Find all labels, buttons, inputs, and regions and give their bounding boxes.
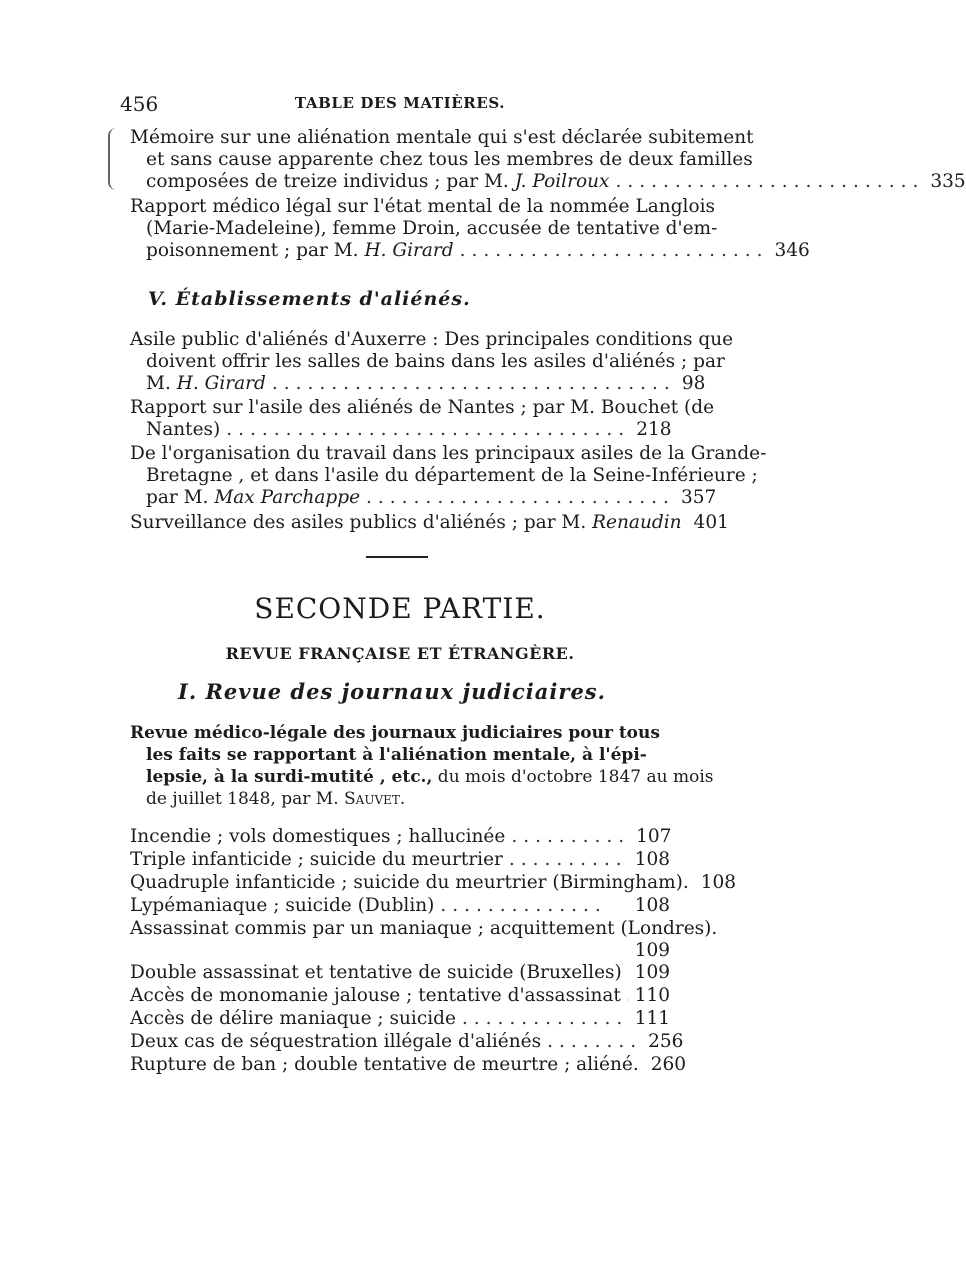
entry-page-number: 98	[681, 373, 706, 394]
toc-entry[interactable]	[130, 443, 767, 509]
margin-bracket-mark	[108, 128, 118, 190]
leader-dots: ..............	[461, 1008, 629, 1029]
toc-entry[interactable]	[130, 849, 670, 871]
toc-entry[interactable]	[130, 918, 718, 962]
section-title: Établissements d'aliénés.	[175, 288, 471, 310]
entry-line	[130, 1054, 687, 1076]
entry-line	[130, 872, 737, 894]
entry-line	[130, 962, 670, 984]
revue-intro-line: les faits se rapportant à l'aliénation mentale, à l'épi-	[146, 745, 647, 765]
revue-intro-text: de juillet 1848, par M.	[146, 789, 345, 809]
entry-page-number: 108	[634, 895, 670, 916]
entry-line	[130, 985, 670, 1007]
entry-page-number: 107	[636, 826, 672, 847]
leader-dots: ..................................	[271, 373, 676, 394]
entry-page-number: 108	[634, 849, 670, 870]
entry-last-line	[130, 240, 810, 262]
entry-line: De l'organisation du travail dans les principaux asiles de la Grande-	[130, 443, 767, 464]
toc-entry[interactable]	[130, 1054, 687, 1076]
entry-author: Max Parchappe	[214, 487, 361, 508]
entry-page-number: 346	[774, 240, 810, 261]
entry-text: M.	[146, 373, 177, 394]
revue-intro-bold: lepsie, à la surdi-mutité , etc.,	[146, 767, 433, 787]
entry-page-number: 256	[648, 1031, 684, 1052]
entry-text: Quadruple infanticide ; suicide du meurtrier (Birmingham).	[130, 872, 689, 893]
entry-line	[130, 1008, 670, 1030]
entry-author: Renaudin	[592, 512, 682, 533]
revue-intro-line	[130, 766, 714, 788]
entry-page-number: 108	[700, 872, 737, 893]
entry-last-line	[130, 373, 706, 395]
leader-dots: ..........................	[366, 487, 675, 508]
entry-text: Lypémaniaque ; suicide (Dublin)	[130, 895, 435, 916]
entry-line: (Marie-Madeleine), femme Droin, accusée de tentative d'em-	[146, 218, 718, 239]
entry-page-number: 260	[650, 1054, 687, 1075]
toc-entry[interactable]	[130, 512, 729, 534]
leader-dots: ........	[547, 1031, 643, 1052]
revue-intro	[130, 722, 714, 810]
entry-line: Bretagne , et dans l'asile du département de la Seine-Inférieure ;	[146, 465, 758, 486]
toc-entry[interactable]	[130, 872, 737, 894]
leader-dots	[628, 962, 629, 984]
toc-entry[interactable]	[130, 962, 670, 984]
part-title: SECONDE PARTIE.	[254, 592, 546, 625]
page-number: 456	[120, 92, 159, 116]
entry-line	[130, 826, 670, 848]
section-heading	[178, 679, 606, 704]
revue-intro-line	[130, 788, 670, 810]
entry-text: Rupture de ban ; double tentative de meurtre ; aliéné.	[130, 1054, 639, 1075]
entry-line	[130, 1031, 684, 1053]
entry-text: Deux cas de séquestration illégale d'aliénés	[130, 1031, 542, 1052]
entry-text: Accès de délire maniaque ; suicide	[130, 1008, 456, 1029]
entry-line: Asile public d'aliénés d'Auxerre : Des principales conditions que	[130, 329, 734, 350]
section-title: Revue des journaux judiciaires.	[205, 679, 606, 704]
toc-entry[interactable]	[130, 826, 670, 848]
section-number: I.	[178, 679, 198, 704]
entry-line	[130, 895, 670, 917]
entry-line: Assassinat commis par un maniaque ; acquittement (Londres).	[130, 918, 718, 939]
leader-dots: ..........................	[459, 240, 769, 261]
leader-dots: ..........	[511, 826, 631, 847]
page-header	[120, 92, 680, 120]
toc-entry[interactable]	[130, 127, 966, 193]
running-title: TABLE DES MATIÈRES.	[294, 94, 506, 112]
entry-text: Accès de monomanie jalouse ; tentative d'assassinat	[130, 985, 621, 1006]
entry-page-number: 357	[680, 487, 717, 508]
revue-intro-author: Sauvet.	[344, 789, 406, 809]
toc-entry[interactable]	[130, 196, 810, 262]
entry-author: H. Girard	[364, 240, 454, 261]
entry-last-line	[130, 419, 670, 441]
entry-line: Mémoire sur une aliénation mentale qui s'est déclarée subitement	[130, 127, 754, 148]
entry-line: doivent offrir les salles de bains dans les asiles d'aliénés ; par	[146, 351, 725, 372]
part-subtitle: REVUE FRANÇAISE ET ÉTRANGÈRE.	[225, 644, 575, 663]
toc-entry[interactable]	[130, 397, 715, 441]
leader-dots	[627, 985, 629, 1007]
toc-entry[interactable]	[130, 1031, 684, 1053]
entry-text: composées de treize individus ; par M.	[146, 171, 515, 192]
revue-intro-rest: du mois d'octobre 1847 au mois	[432, 767, 714, 787]
entry-line: et sans cause apparente chez tous les membres de deux familles	[146, 149, 753, 170]
leader-dots: ..........	[508, 849, 628, 870]
entry-text: Nantes)	[146, 419, 221, 440]
entry-page-number: 110	[634, 985, 670, 1006]
entry-line: Rapport médico légal sur l'état mental de la nommée Langlois	[130, 196, 716, 217]
entry-line: Rapport sur l'asile des aliénés de Nantes ; par M. Bouchet (de	[130, 397, 715, 418]
entry-text: poisonnement ; par M.	[146, 240, 365, 261]
entry-last-line	[130, 171, 966, 193]
entry-last-line	[130, 487, 717, 509]
entry-text: Surveillance des asiles publics d'aliénés ; par M.	[130, 512, 593, 533]
entry-page-number: 109	[634, 940, 670, 961]
toc-entry[interactable]	[130, 1008, 670, 1030]
revue-intro-line: Revue médico-légale des journaux judiciaires pour tous	[130, 723, 660, 743]
entry-page-number: 401	[693, 512, 729, 533]
leader-dots: ..............	[440, 895, 607, 916]
toc-entry[interactable]	[130, 895, 670, 917]
entry-author: J. Poilroux	[514, 171, 610, 192]
entry-text: par M.	[146, 487, 215, 508]
entry-page-number: 218	[636, 419, 672, 440]
entry-line	[130, 849, 670, 871]
entry-last-line	[130, 512, 729, 534]
section-heading	[148, 288, 471, 310]
leader-dots: ..........................	[615, 171, 925, 192]
entry-page-number: 335	[930, 171, 966, 192]
leader-dots: ..................................	[226, 419, 631, 440]
entry-text: Incendie ; vols domestiques ; hallucinée	[130, 826, 506, 847]
entry-page-number: 111	[634, 1008, 670, 1029]
section-divider	[366, 556, 428, 558]
entry-text: Triple infanticide ; suicide du meurtrier	[130, 849, 503, 870]
entry-page-number: 109	[634, 962, 670, 983]
entry-author: H. Girard	[176, 373, 266, 394]
toc-entry[interactable]	[130, 329, 734, 395]
entry-text: Double assassinat et tentative de suicide (Bruxelles)	[130, 962, 622, 983]
section-number: V.	[148, 288, 169, 310]
toc-entry[interactable]	[130, 985, 670, 1007]
